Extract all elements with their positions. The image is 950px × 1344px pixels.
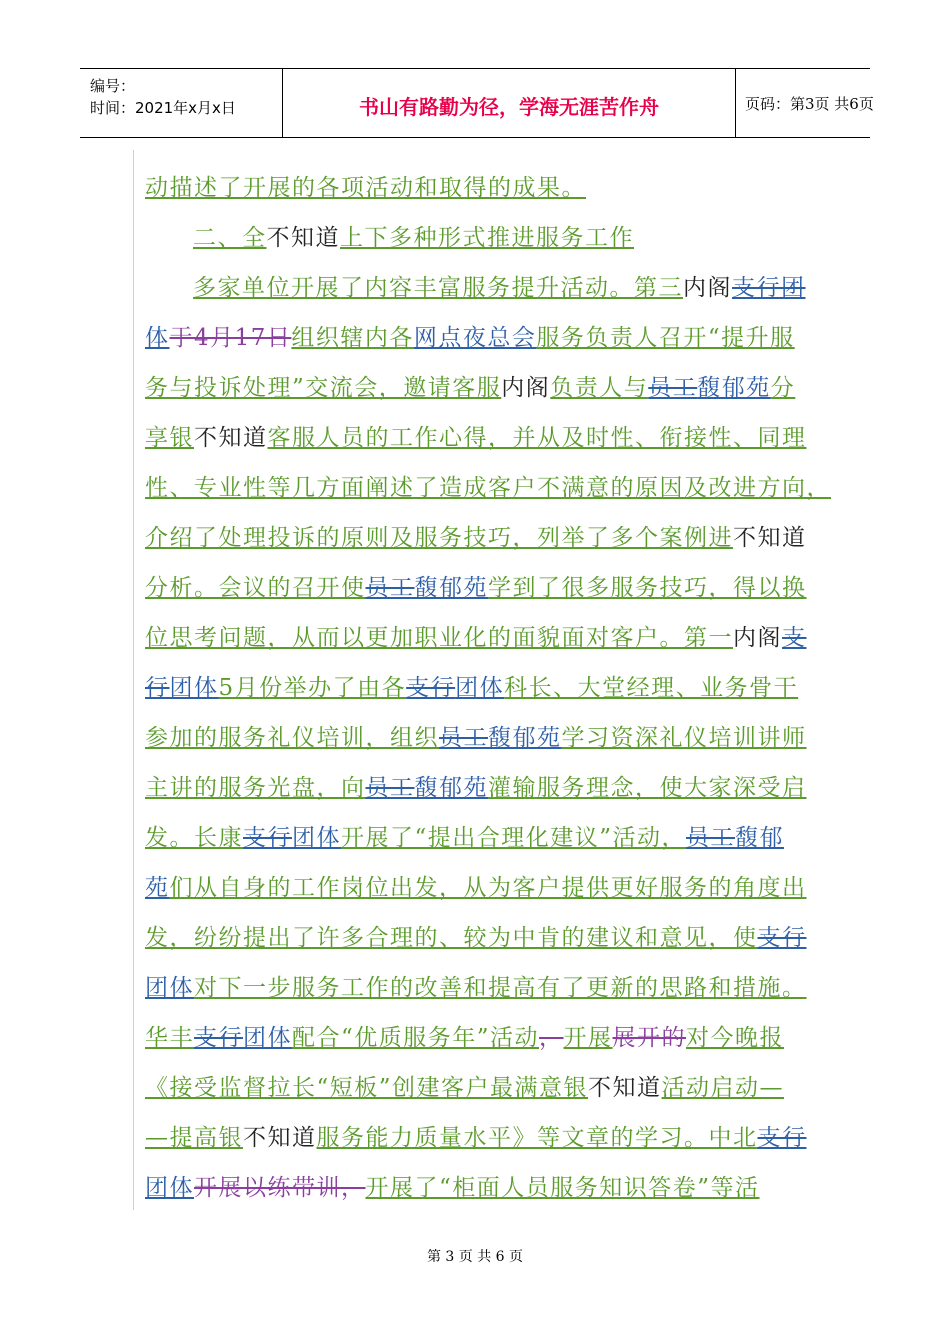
text-segment: 行	[145, 675, 170, 701]
text-segment: 展开的	[612, 1025, 687, 1051]
text-segment: 支	[782, 625, 807, 651]
text-segment: 不知道	[194, 425, 268, 451]
text-segment: 内阁	[733, 625, 782, 651]
body-line	[145, 213, 845, 263]
text-segment: 团体	[243, 1025, 292, 1051]
left-margin-line	[133, 150, 134, 1210]
body-line	[145, 1063, 845, 1113]
text-segment: 活动启动—	[661, 1075, 785, 1101]
body-line	[145, 713, 845, 763]
text-segment: 馥郁苑	[414, 775, 488, 801]
motto-text: 书山有路勤为径，学海无涯苦作舟	[359, 95, 659, 119]
body-line	[145, 1113, 845, 1163]
text-segment: 介绍了处理投诉的原则及服务技巧，列举了多个案例进	[145, 525, 733, 551]
body-line	[145, 263, 845, 313]
body-line	[145, 663, 845, 713]
text-segment: 员工	[365, 575, 415, 601]
text-segment: 位思考问题，从而以更加职业化的面貌面对客户。第一	[145, 625, 733, 651]
text-segment: 《接受监督拉长“短板”创建客户最满意银	[145, 1075, 589, 1101]
body-line	[145, 563, 845, 613]
text-segment: 开展了“柜面人员服务知识答卷”等活	[365, 1175, 760, 1201]
text-segment: 主讲的服务光盘，向	[145, 775, 366, 801]
header-page-cell	[735, 69, 874, 137]
text-segment: 灌输服务理念，使大家深受启	[488, 775, 807, 801]
text-segment: 馥郁	[735, 825, 785, 851]
text-segment: 上下多种形式推进服务工作	[340, 225, 634, 251]
text-segment: 性、专业性等几方面阐述了造成客户不满意的原因及改进方向，	[145, 475, 831, 501]
text-segment: 支行	[243, 825, 292, 851]
text-segment: 对下一步服务工作的改善和提高有了更新的思路和措施。	[194, 975, 807, 1001]
text-segment: 支行	[757, 925, 807, 951]
text-segment: 服务能力质量水平》等文章的学习。中北	[316, 1125, 758, 1151]
text-segment: 不知道	[588, 1075, 662, 1101]
text-segment: 客服人员的工作心得，并从及时性、衔接性、同理	[267, 425, 807, 451]
document-body	[145, 163, 845, 1213]
body-line	[145, 463, 845, 513]
text-segment: 支行团	[732, 275, 806, 301]
body-line	[145, 863, 845, 913]
header-meta-cell	[80, 69, 282, 137]
text-segment: 分	[770, 375, 796, 401]
text-segment: 支行	[194, 1025, 243, 1051]
text-segment: 分析。会议的召开使	[145, 575, 366, 601]
page-footer: 第 3 页 共 6 页	[426, 1249, 524, 1265]
text-segment: 员工	[686, 825, 736, 851]
body-line	[145, 613, 845, 663]
text-segment: 支行	[757, 1125, 807, 1151]
text-segment: 配合“优质服务年”活动	[292, 1025, 540, 1051]
page-info: 页码：第3页 共6页	[745, 95, 874, 113]
text-segment: 内阁	[683, 275, 732, 301]
text-segment: 团体	[292, 825, 341, 851]
text-segment: 参加的服务礼仪培训，组织	[145, 725, 439, 751]
text-segment: 员工	[365, 775, 415, 801]
text-segment: 不知道	[266, 225, 340, 251]
text-segment: 科长、大堂经理、业务骨干	[504, 675, 799, 701]
text-segment: 员工	[439, 725, 488, 751]
text-segment: 内阁	[501, 375, 551, 401]
text-segment: 馥郁苑	[414, 575, 488, 601]
text-segment: 团体	[169, 675, 219, 701]
text-segment: 学习资深礼仪培训讲师	[561, 725, 807, 751]
text-segment: 5月份举办了由各	[218, 675, 407, 701]
text-segment: 们从自身的工作岗位出发，从为客户提供更好服务的角度出	[169, 875, 807, 901]
text-segment: 开展	[563, 1025, 613, 1051]
text-segment: 对今晚报	[686, 1025, 785, 1051]
text-segment: 多家单位开展了内容丰富服务提升活动。第三	[193, 275, 683, 301]
text-segment: 享银	[145, 425, 194, 451]
body-line	[145, 1013, 845, 1063]
serial-label: 编号：	[90, 77, 136, 95]
text-segment: 开展了“提出合理化建议”活动，	[341, 825, 687, 851]
text-segment: 不知道	[243, 1125, 317, 1151]
body-line	[145, 963, 845, 1013]
text-segment: 于4月17日	[169, 325, 292, 351]
text-segment: 馥郁苑	[697, 375, 771, 401]
text-segment: 发，纷纷提出了许多合理的、较为中肯的建议和意见，使	[145, 925, 758, 951]
text-segment: ，	[539, 1025, 564, 1051]
text-segment: 苑	[145, 875, 170, 901]
text-segment: 支行	[406, 675, 456, 701]
header-motto-cell	[282, 69, 736, 137]
body-line	[145, 313, 845, 363]
body-line	[145, 813, 845, 863]
time-label: 时间：2021年x月x日	[90, 99, 236, 117]
text-segment: 发。长康	[145, 825, 243, 851]
text-segment: 开展以练带训，	[194, 1175, 366, 1201]
text-segment: 二、全	[193, 225, 267, 251]
text-segment: 团体	[145, 1175, 194, 1201]
text-segment: 馥郁苑	[488, 725, 562, 751]
text-segment: 员工	[648, 375, 698, 401]
body-line	[145, 1163, 845, 1213]
text-segment: 团体	[455, 675, 505, 701]
text-segment: —提高银	[145, 1125, 243, 1151]
body-line	[145, 513, 845, 563]
text-segment: 务与投诉处理”交流会，邀请客服	[145, 375, 502, 401]
body-line	[145, 363, 845, 413]
text-segment: 动描述了开展的各项活动和取得的成果。	[145, 175, 586, 201]
text-segment: 组织辖内各	[291, 325, 414, 351]
body-line	[145, 163, 845, 213]
document-header	[80, 68, 874, 138]
text-segment: 学到了很多服务技巧，得以换	[488, 575, 807, 601]
text-segment: 负责人与	[550, 375, 649, 401]
text-segment: 网点夜总会	[413, 325, 537, 351]
text-segment: 体	[145, 325, 170, 351]
body-line	[145, 413, 845, 463]
body-line	[145, 913, 845, 963]
body-line	[145, 763, 845, 813]
text-segment: 团体	[145, 975, 194, 1001]
text-segment: 服务负责人召开“提升服	[536, 325, 795, 351]
text-segment: 华丰	[145, 1025, 194, 1051]
text-segment: 不知道	[733, 525, 807, 551]
